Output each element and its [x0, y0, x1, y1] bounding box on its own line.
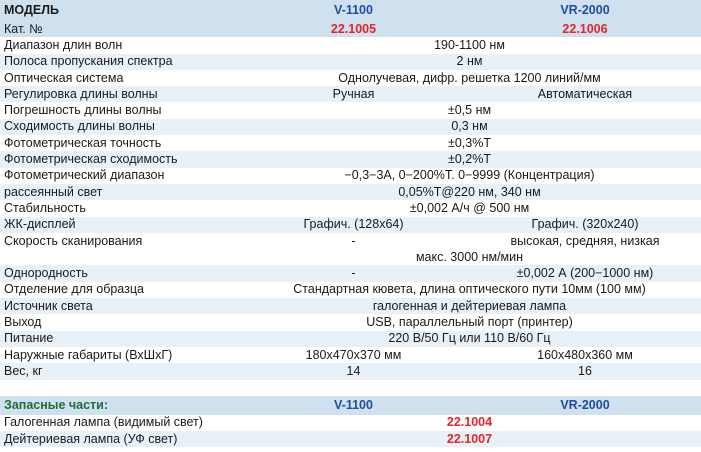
table-row [0, 119, 701, 135]
row-value-span: макс. 3000 нм/мин [238, 249, 701, 265]
table-row [0, 217, 701, 233]
row-label: Полоса пропускания спектра [0, 54, 238, 70]
row-value-span: ±0,3%T [238, 135, 701, 151]
table-row [0, 331, 701, 347]
table-row [0, 70, 701, 86]
table-row [0, 102, 701, 118]
table-row [0, 86, 701, 102]
row-label: Наружные габариты (ВхШхГ) [0, 347, 238, 363]
row-label: Оптическая система [0, 70, 238, 86]
row-value-b: Графич. (320x240) [469, 217, 701, 233]
row-value-b: 22.1006 [469, 21, 701, 37]
table-row [0, 298, 701, 314]
row-value-b: высокая, средняя, низкая [469, 233, 701, 249]
header-model-a: V-1100 [238, 0, 469, 21]
table-row [0, 200, 701, 216]
spare-part-row [0, 415, 701, 431]
row-value-a: - [238, 233, 469, 249]
row-value-span: Стандартная кювета, длина оптического пути 10мм (100 мм) [238, 282, 701, 298]
table-row [0, 265, 701, 281]
row-value-b: Автоматическая [469, 86, 701, 102]
spacer-cell [0, 380, 701, 396]
row-value-span: ±0,2%T [238, 151, 701, 167]
row-label: Однородность [0, 265, 238, 281]
row-label: Вес, кг [0, 363, 238, 379]
row-value-span: USB, параллельный порт (принтер) [238, 314, 701, 330]
table-row [0, 314, 701, 330]
row-value-b: ±0,002 А (200−1000 нм) [469, 265, 701, 281]
table-row [0, 151, 701, 167]
row-value-span: ±0,002 А/ч @ 500 нм [238, 200, 701, 216]
spare-parts-model-a: V-1100 [238, 396, 469, 415]
row-label: Фотометрический диапазон [0, 168, 238, 184]
table-row [0, 347, 701, 363]
table-row [0, 54, 701, 70]
row-value-span: галогенная и дейтериевая лампа [238, 298, 701, 314]
row-label: Стабильность [0, 200, 238, 216]
row-label: Кат. № [0, 21, 238, 37]
row-value-a: 14 [238, 363, 469, 379]
row-label: ЖК-дисплей [0, 217, 238, 233]
row-value-span: Однолучевая, дифр. решетка 1200 линий/мм [238, 70, 701, 86]
spare-part-label: Дейтериевая лампа (УФ свет) [0, 431, 238, 447]
row-label: Питание [0, 331, 238, 347]
spare-parts-title: Запасные части: [0, 396, 238, 415]
table-row [0, 37, 701, 53]
row-label: Отделение для образца [0, 282, 238, 298]
table-row [0, 282, 701, 298]
row-value-b: 160x480x360 мм [469, 347, 701, 363]
row-label: Скорость сканирования [0, 233, 238, 249]
row-value-span: 0,3 нм [238, 119, 701, 135]
table-row [0, 135, 701, 151]
row-value-span: 190-1100 нм [238, 37, 701, 53]
row-label [0, 249, 238, 265]
row-value-a: 22.1005 [238, 21, 469, 37]
spare-part-code: 22.1007 [238, 431, 701, 447]
spare-part-label: Галогенная лампа (видимый свет) [0, 415, 238, 431]
table-row [0, 168, 701, 184]
row-label: рассеянный свет [0, 184, 238, 200]
row-label: Фотометрическая точность [0, 135, 238, 151]
header-model-b: VR-2000 [469, 0, 701, 21]
row-value-a: 180x470x370 мм [238, 347, 469, 363]
row-value-span: 220 В/50 Гц или 110 В/60 Гц [238, 331, 701, 347]
table-row [0, 21, 701, 37]
row-value-span: ±0,5 нм [238, 102, 701, 118]
spare-part-row [0, 431, 701, 447]
row-value-a: Ручная [238, 86, 469, 102]
row-value-a: - [238, 265, 469, 281]
table-row [0, 249, 701, 265]
row-label: Фотометрическая сходимость [0, 151, 238, 167]
row-value-b: 16 [469, 363, 701, 379]
row-value-span: 2 нм [238, 54, 701, 70]
header-label-cell: МОДЕЛЬ [0, 0, 238, 21]
row-value-span: 0,05%T@220 нм, 340 нм [238, 184, 701, 200]
row-label: Погрешность длины волны [0, 102, 238, 118]
row-label: Источник света [0, 298, 238, 314]
spare-parts-model-b: VR-2000 [469, 396, 701, 415]
table-row [0, 184, 701, 200]
row-value-a: Графич. (128x64) [238, 217, 469, 233]
row-label: Диапазон длин волн [0, 37, 238, 53]
spare-part-code: 22.1004 [238, 415, 701, 431]
table-header-row [0, 0, 701, 21]
row-label: Регулировка длины волны [0, 86, 238, 102]
spare-parts-header-row [0, 396, 701, 415]
table-row [0, 233, 701, 249]
row-value-span: −0,3−3А, 0−200%Т. 0−9999 (Концентрация) [238, 168, 701, 184]
table-spacer-row [0, 380, 701, 396]
table-row [0, 363, 701, 379]
row-label: Сходимость длины волны [0, 119, 238, 135]
row-label: Выход [0, 314, 238, 330]
